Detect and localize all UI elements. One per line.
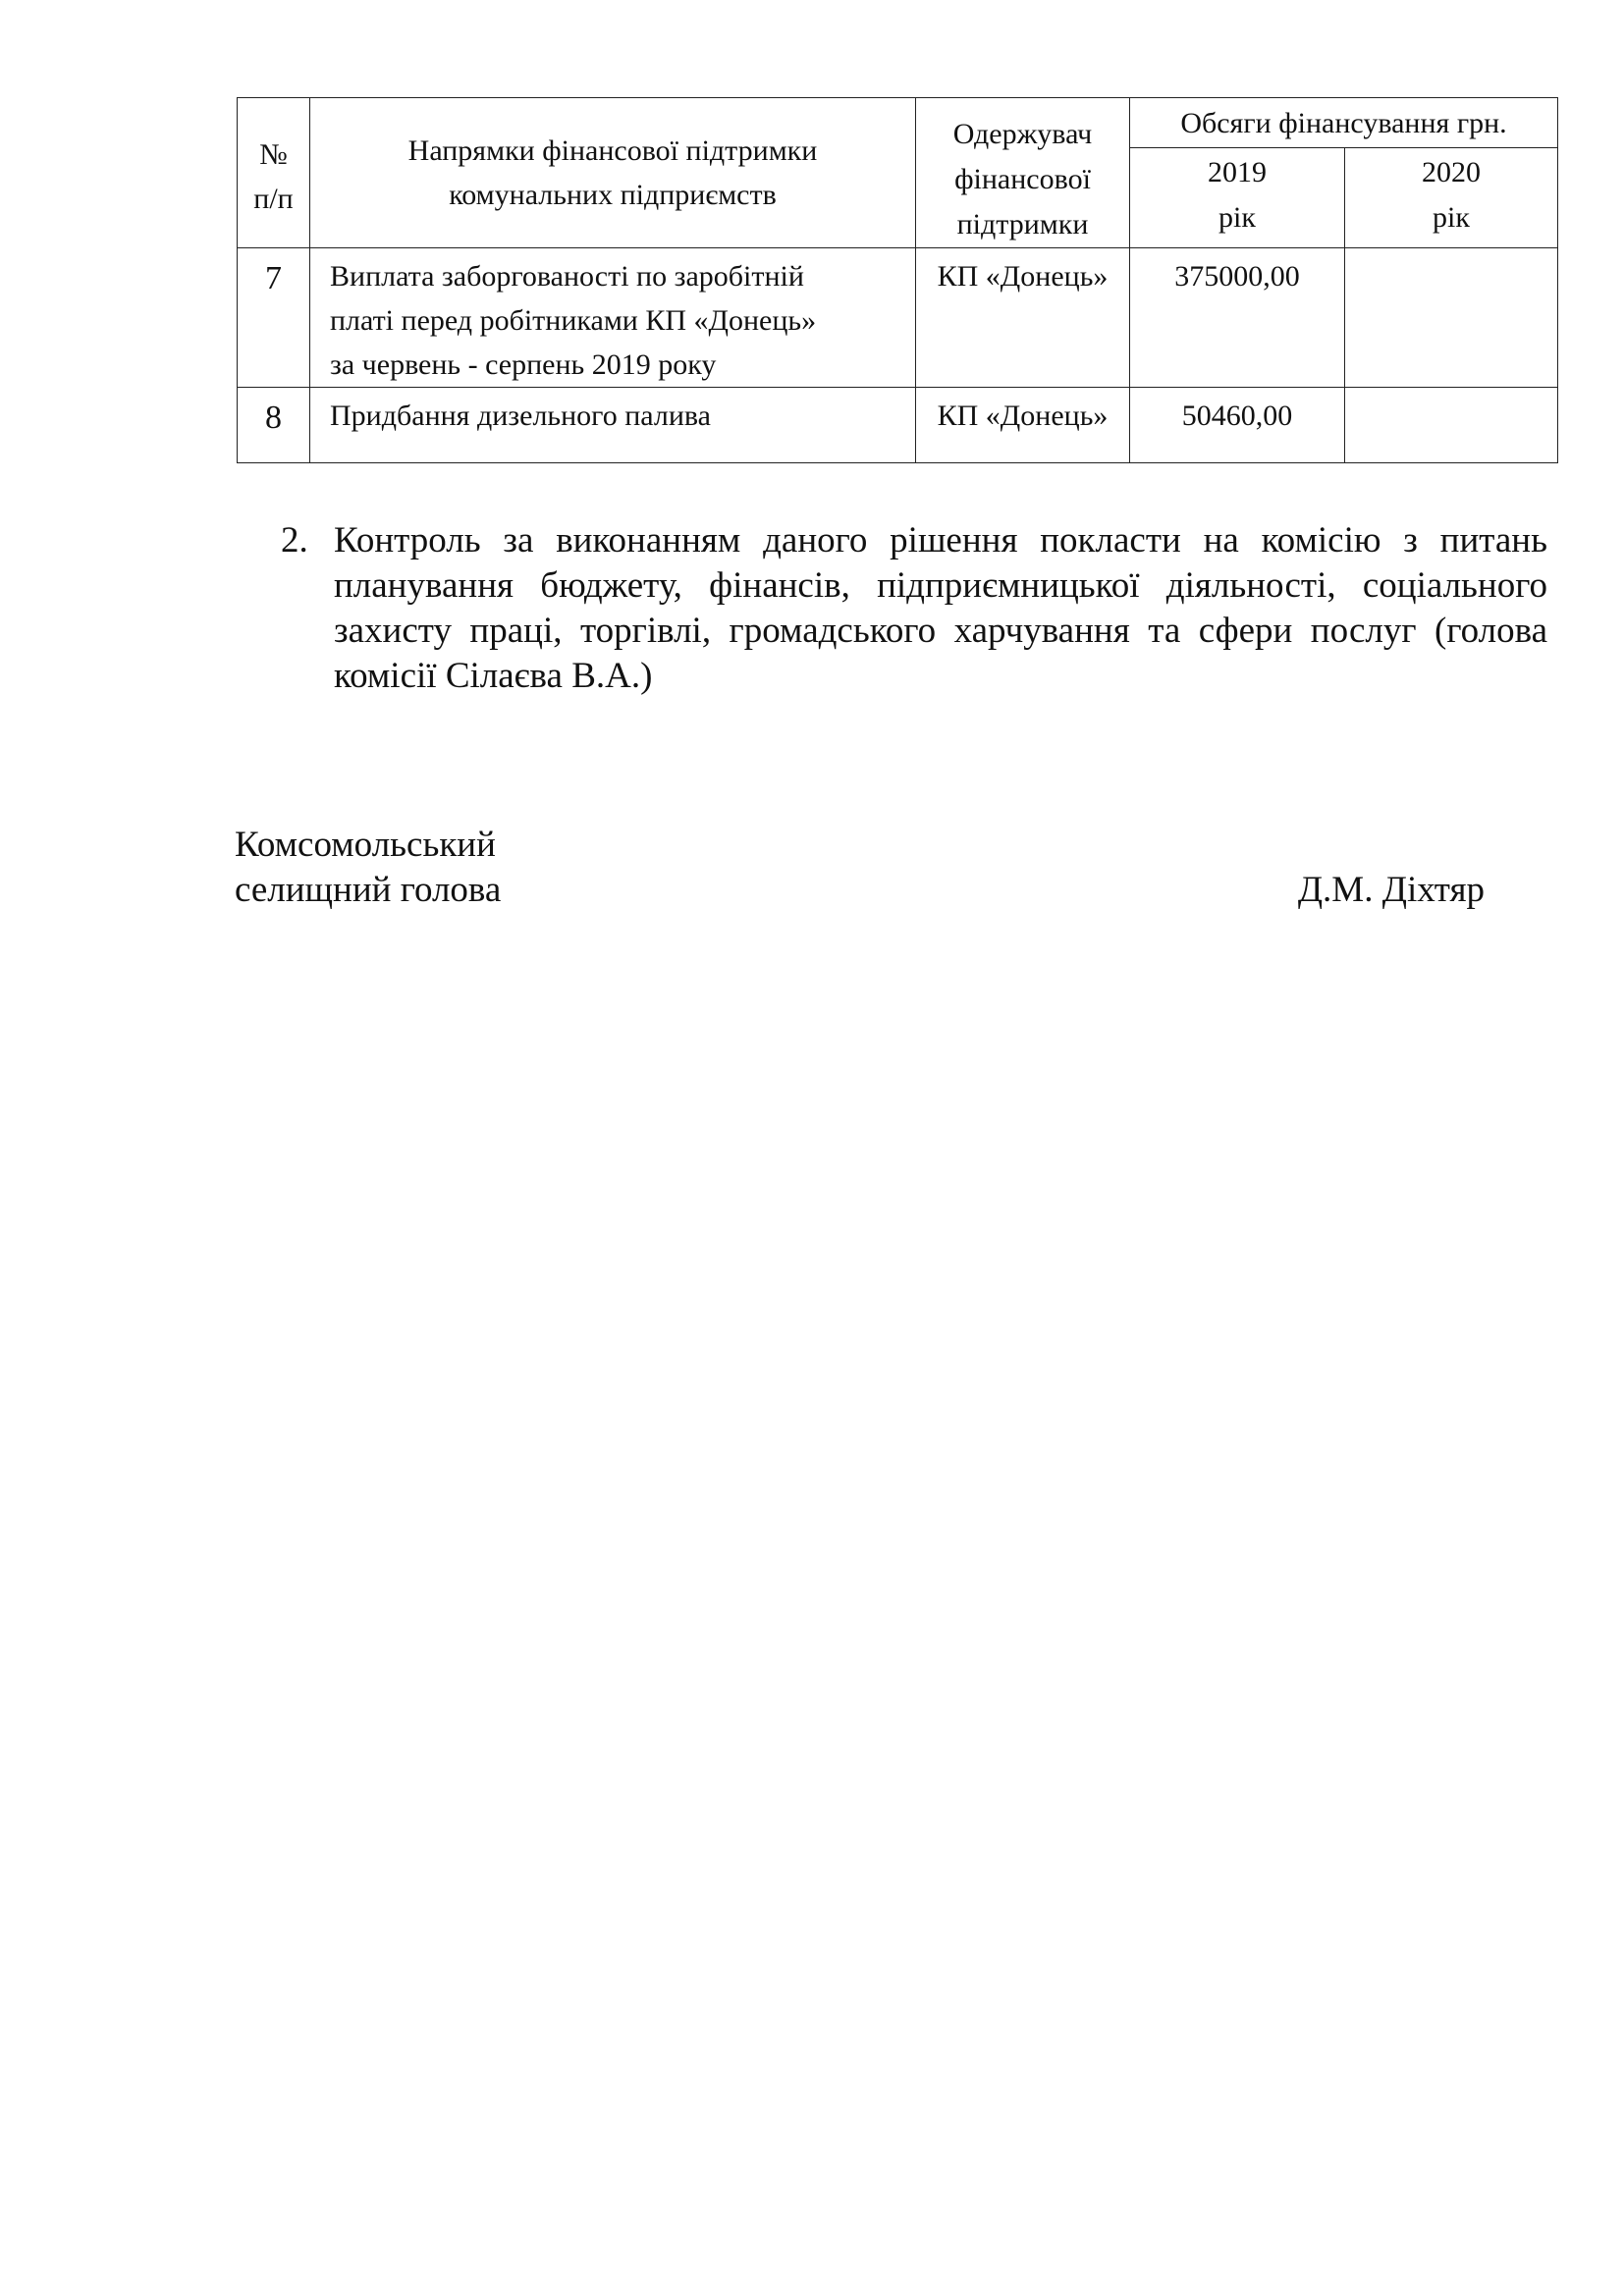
row-amount-2020	[1345, 248, 1558, 388]
header-number	[238, 98, 310, 248]
header-year-2019-label: рік	[1218, 201, 1256, 234]
row-amount-2020	[1345, 388, 1558, 463]
row-direction-line: за червень - серпень 2019 року	[330, 348, 717, 381]
resolution-number: 2.	[281, 520, 308, 561]
table-header-row-1	[238, 98, 1558, 148]
row-direction-line: Виплата заборгованості по заробітній	[330, 260, 804, 293]
table-row	[238, 388, 1558, 463]
row-direction	[310, 248, 916, 388]
header-year-2019	[1130, 148, 1345, 248]
signatory-title-line2: селищний голова	[235, 870, 502, 910]
header-financing-volumes: Обсяги фінансування грн.	[1130, 98, 1558, 148]
signatory-name: Д.М. Діхтяр	[1297, 870, 1485, 910]
header-recipient-line2: фінансової	[954, 163, 1091, 195]
header-direction-line2: комунальних підприємств	[449, 179, 777, 211]
header-year-2019-number: 2019	[1208, 156, 1267, 188]
row-amount-2019: 375000,00	[1130, 248, 1345, 388]
row-direction	[310, 388, 916, 463]
signatory-title	[235, 823, 501, 913]
resolution-text: Контроль за виконанням даного рішення покласти на комісію з питань планування бюджету, фінансів, підприємницької діяльності, соціального захисту праці, торгівлі, громадського харчування та сфери послуг (голова комісії Сілаєва В.А.)	[334, 520, 1547, 696]
header-recipient	[916, 98, 1130, 248]
header-number-symbol: №	[259, 138, 288, 171]
header-year-2020-label: рік	[1433, 201, 1470, 234]
row-number: 7	[238, 248, 310, 388]
header-recipient-line3: підтримки	[956, 208, 1089, 240]
header-direction-line1: Напрямки фінансової підтримки	[407, 134, 818, 167]
header-year-2020-number: 2020	[1422, 156, 1481, 188]
row-recipient: КП «Донець»	[916, 248, 1130, 388]
header-number-abbr: п/п	[253, 183, 294, 215]
financing-table	[237, 97, 1558, 463]
table-row	[238, 248, 1558, 388]
row-amount-2019: 50460,00	[1130, 388, 1345, 463]
header-recipient-line1: Одержувач	[952, 118, 1093, 150]
signatory-title-line1: Комсомольський	[235, 825, 496, 865]
resolution-item-2	[281, 518, 1547, 699]
header-year-2020	[1345, 148, 1558, 248]
row-recipient: КП «Донець»	[916, 388, 1130, 463]
row-number: 8	[238, 388, 310, 463]
header-direction	[310, 98, 916, 248]
row-direction-line: Придбання дизельного палива	[330, 400, 711, 432]
row-direction-line: платі перед робітниками КП «Донець»	[330, 304, 817, 337]
